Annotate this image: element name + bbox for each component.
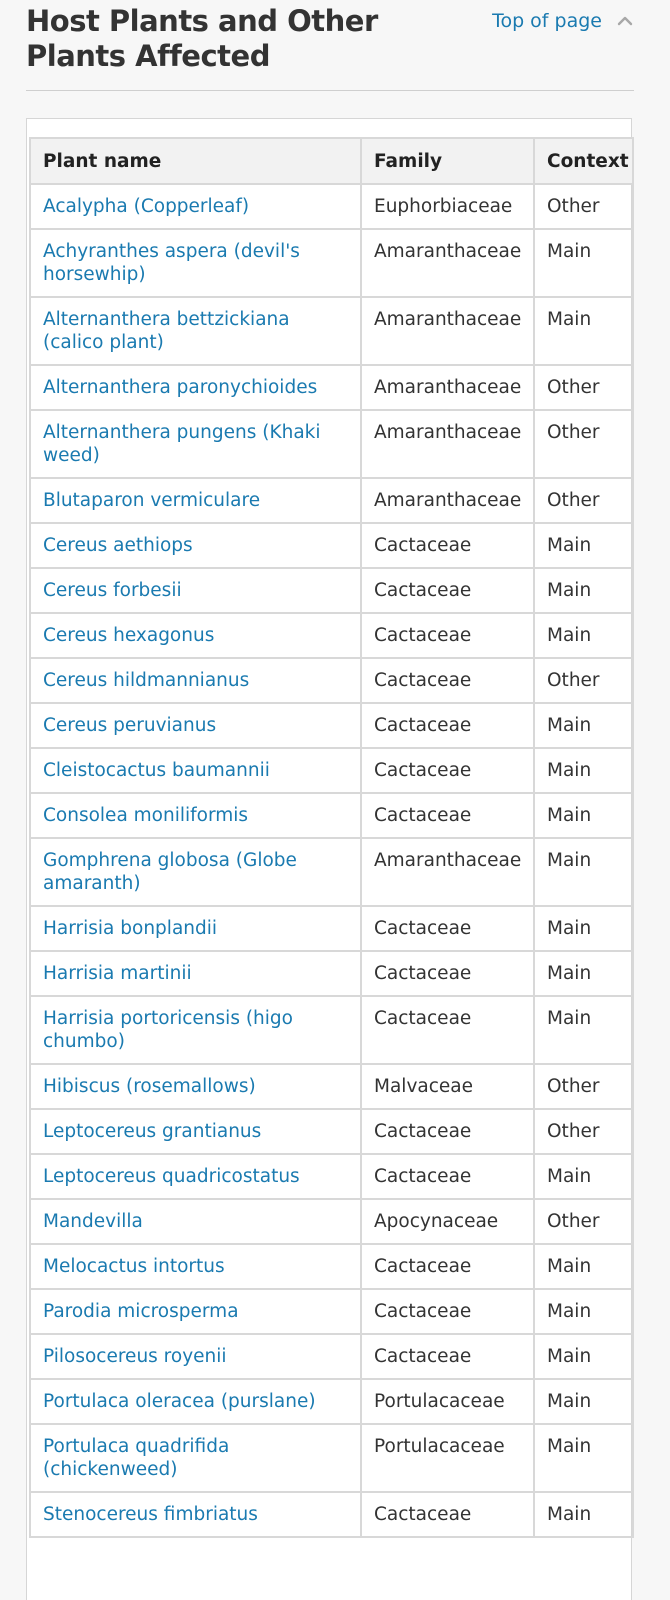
plant-name-cell [30, 1064, 361, 1109]
table-row [30, 229, 633, 297]
table-row [30, 410, 633, 478]
context-cell: Main [534, 1154, 633, 1199]
column-header-plant-name[interactable]: Plant name [30, 138, 361, 184]
plant-name-link[interactable]: Cleistocactus baumannii [43, 760, 270, 781]
family-cell: Cactaceae [361, 996, 534, 1064]
chevron-up-icon [616, 12, 634, 30]
table-row [30, 996, 633, 1064]
table-row [30, 297, 633, 365]
plant-name-cell [30, 297, 361, 365]
section-title: Host Plants and Other Plants Affected [26, 4, 378, 73]
context-cell: Main [534, 1424, 633, 1492]
context-cell: Main [534, 297, 633, 365]
plant-name-cell [30, 410, 361, 478]
context-cell: Other [534, 184, 633, 229]
column-header-family[interactable]: Family [361, 138, 534, 184]
plant-name-cell [30, 365, 361, 410]
table-row [30, 478, 633, 523]
context-cell: Main [534, 703, 633, 748]
table-row [30, 1379, 633, 1424]
table-header-row [30, 138, 633, 184]
plant-name-cell [30, 951, 361, 996]
table-row [30, 1334, 633, 1379]
context-cell: Other [534, 365, 633, 410]
context-cell: Other [534, 1199, 633, 1244]
plant-name-link[interactable]: Alternanthera pungens (Khaki weed) [43, 422, 321, 466]
plant-name-link[interactable]: Alternanthera paronychioides [43, 377, 318, 398]
table-row [30, 523, 633, 568]
plant-name-cell [30, 1334, 361, 1379]
family-cell: Cactaceae [361, 1334, 534, 1379]
context-cell: Other [534, 658, 633, 703]
context-cell: Main [534, 1289, 633, 1334]
family-cell: Apocynaceae [361, 1199, 534, 1244]
plant-name-link[interactable]: Portulaca oleracea (purslane) [43, 1391, 316, 1412]
plant-name-cell [30, 478, 361, 523]
plant-name-cell [30, 658, 361, 703]
plant-name-link[interactable]: Stenocereus fimbriatus [43, 1504, 258, 1525]
family-cell: Cactaceae [361, 951, 534, 996]
plant-name-cell [30, 703, 361, 748]
context-cell: Main [534, 996, 633, 1064]
context-cell: Other [534, 410, 633, 478]
top-of-page-label: Top of page [492, 10, 602, 32]
plant-name-link[interactable]: Cereus peruvianus [43, 715, 217, 736]
plant-name-link[interactable]: Achyranthes aspera (devil's horsewhip) [43, 241, 300, 285]
family-cell: Portulacaceae [361, 1379, 534, 1424]
context-cell: Main [534, 1492, 633, 1537]
plant-name-link[interactable]: Hibiscus (rosemallows) [43, 1076, 256, 1097]
context-cell: Main [534, 838, 633, 906]
plant-name-link[interactable]: Harrisia martinii [43, 963, 192, 984]
table-body [30, 184, 633, 1537]
family-cell: Malvaceae [361, 1064, 534, 1109]
plant-name-cell [30, 996, 361, 1064]
plant-name-link[interactable]: Pilosocereus royenii [43, 1346, 227, 1367]
family-cell: Cactaceae [361, 568, 534, 613]
table-row [30, 748, 633, 793]
plant-name-cell [30, 1244, 361, 1289]
plant-name-cell [30, 1289, 361, 1334]
plant-name-link[interactable]: Blutaparon vermiculare [43, 490, 261, 511]
family-cell: Cactaceae [361, 793, 534, 838]
table-row [30, 838, 633, 906]
host-plants-panel [26, 118, 632, 1600]
top-of-page-link[interactable] [492, 9, 634, 33]
table-row [30, 568, 633, 613]
family-cell: Amaranthaceae [361, 365, 534, 410]
family-cell: Amaranthaceae [361, 478, 534, 523]
plant-name-cell [30, 613, 361, 658]
table-row [30, 1289, 633, 1334]
family-cell: Amaranthaceae [361, 838, 534, 906]
plant-name-link[interactable]: Cereus aethiops [43, 535, 193, 556]
table-row [30, 1244, 633, 1289]
family-cell: Cactaceae [361, 658, 534, 703]
plant-name-link[interactable]: Portulaca quadrifida (chickenweed) [43, 1436, 230, 1480]
table-row [30, 951, 633, 996]
context-cell: Main [534, 748, 633, 793]
family-cell: Cactaceae [361, 703, 534, 748]
plant-name-link[interactable]: Cereus hexagonus [43, 625, 215, 646]
family-cell: Amaranthaceae [361, 297, 534, 365]
plant-name-cell [30, 229, 361, 297]
table-row [30, 184, 633, 229]
family-cell: Cactaceae [361, 1109, 534, 1154]
plant-name-link[interactable]: Melocactus intortus [43, 1256, 225, 1277]
context-cell: Main [534, 523, 633, 568]
plant-name-cell [30, 1379, 361, 1424]
plant-name-link[interactable]: Gomphrena globosa (Globe amaranth) [43, 850, 297, 894]
plant-name-link[interactable]: Mandevilla [43, 1211, 143, 1232]
family-cell: Amaranthaceae [361, 410, 534, 478]
family-cell: Cactaceae [361, 613, 534, 658]
table-row [30, 1109, 633, 1154]
plant-name-link[interactable]: Leptocereus quadricostatus [43, 1166, 300, 1187]
table-row [30, 658, 633, 703]
plant-name-cell [30, 1109, 361, 1154]
context-cell: Main [534, 1379, 633, 1424]
family-cell: Cactaceae [361, 1289, 534, 1334]
family-cell: Cactaceae [361, 748, 534, 793]
plant-name-cell [30, 838, 361, 906]
family-cell: Euphorbiaceae [361, 184, 534, 229]
table-row [30, 703, 633, 748]
plant-name-cell [30, 1492, 361, 1537]
context-cell: Other [534, 1064, 633, 1109]
header-divider [26, 90, 634, 91]
host-plants-table [29, 137, 634, 1538]
plant-name-cell [30, 568, 361, 613]
plant-name-link[interactable]: Cereus forbesii [43, 580, 182, 601]
context-cell: Main [534, 568, 633, 613]
table-row [30, 365, 633, 410]
plant-name-cell [30, 184, 361, 229]
section-header [26, 4, 634, 88]
family-cell: Cactaceae [361, 523, 534, 568]
plant-name-link[interactable]: Leptocereus grantianus [43, 1121, 262, 1142]
context-cell: Main [534, 1334, 633, 1379]
family-cell: Cactaceae [361, 1154, 534, 1199]
table-row [30, 793, 633, 838]
plant-name-link[interactable]: Alternanthera bettzickiana (calico plant) [43, 309, 290, 353]
plant-name-cell [30, 523, 361, 568]
context-cell: Main [534, 906, 633, 951]
plant-name-link[interactable]: Parodia microsperma [43, 1301, 239, 1322]
family-cell: Cactaceae [361, 1244, 534, 1289]
table-row [30, 1154, 633, 1199]
plant-name-link[interactable]: Harrisia bonplandii [43, 918, 218, 939]
plant-name-cell [30, 793, 361, 838]
family-cell: Portulacaceae [361, 1424, 534, 1492]
table-row [30, 613, 633, 658]
plant-name-link[interactable]: Acalypha (Copperleaf) [43, 196, 250, 217]
plant-name-cell [30, 1154, 361, 1199]
table-row [30, 1424, 633, 1492]
context-cell: Main [534, 613, 633, 658]
plant-name-cell [30, 1199, 361, 1244]
plant-name-link[interactable]: Consolea moniliformis [43, 805, 249, 826]
plant-name-cell [30, 906, 361, 951]
column-header-context[interactable]: Context [534, 138, 633, 184]
context-cell: Main [534, 229, 633, 297]
context-cell: Main [534, 1244, 633, 1289]
context-cell: Other [534, 1109, 633, 1154]
family-cell: Amaranthaceae [361, 229, 534, 297]
plant-name-cell [30, 1424, 361, 1492]
table-row [30, 1492, 633, 1537]
context-cell: Main [534, 793, 633, 838]
family-cell: Cactaceae [361, 906, 534, 951]
table-row [30, 1199, 633, 1244]
table-row [30, 906, 633, 951]
family-cell: Cactaceae [361, 1492, 534, 1537]
plant-name-link[interactable]: Harrisia portoricensis (higo chumbo) [43, 1008, 293, 1052]
table-row [30, 1064, 633, 1109]
context-cell: Other [534, 478, 633, 523]
plant-name-link[interactable]: Cereus hildmannianus [43, 670, 250, 691]
context-cell: Main [534, 951, 633, 996]
plant-name-cell [30, 748, 361, 793]
